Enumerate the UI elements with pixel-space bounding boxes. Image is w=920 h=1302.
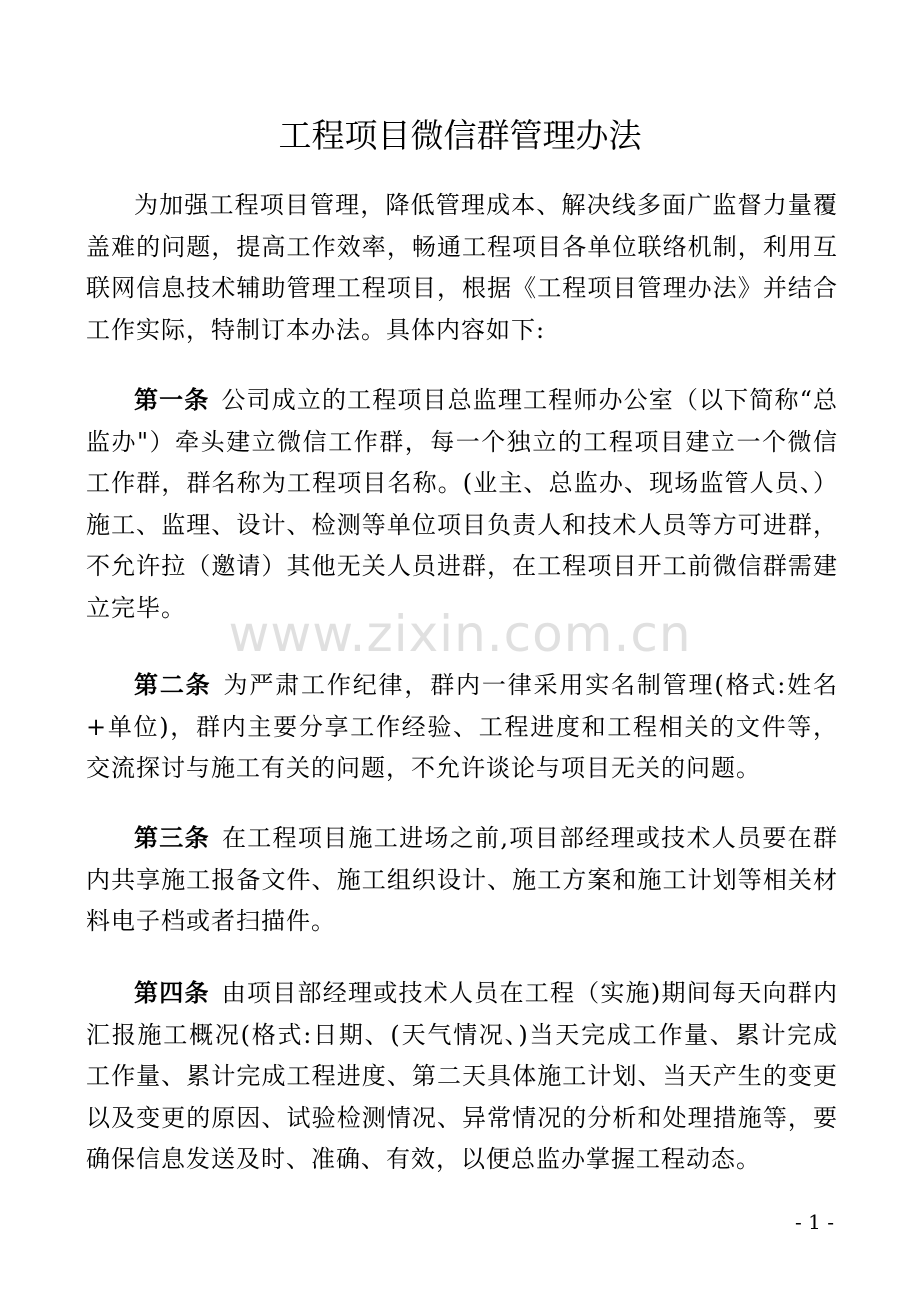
article-2-text: 为严肃工作纪律，群内一律采用实名制管理(格式:姓名+单位)，群内主要分享工作经验、工程进度和工程相关的文件等，交流探讨与施工有关的问题，不允许谈论与项目无关的问题。 bbox=[86, 671, 839, 782]
article-2-label: 第二条 bbox=[134, 671, 212, 699]
article-3-text: 在工程项目施工进场之前,项目部经理或技术人员要在群内共享施工报备文件、施工组织设计、施工方案和施工计划等相关材料电子档或者扫描件。 bbox=[86, 824, 838, 935]
article-2 bbox=[86, 665, 838, 790]
article-4-text: 由项目部经理或技术人员在工程（实施)期间每天向群内汇报施工概况(格式:日期、(天气情况、)当天完成工作量、累计完成工作量、累计完成工程进度、第二天具体施工计划、当天产生的变更以及变更的原因、试验检测情况、异常情况的分析和处理措施等，要确保信息发送及时、准确、有效，以便总监办掌握工程动态。 bbox=[86, 979, 839, 1173]
article-1 bbox=[86, 380, 838, 629]
article-3-label: 第三条 bbox=[134, 824, 210, 852]
document-title: 工程项目微信群管理办法 bbox=[278, 116, 642, 155]
watermark: www.zixin.com.cn bbox=[228, 605, 692, 663]
article-4 bbox=[86, 973, 838, 1181]
intro-paragraph: 为加强工程项目管理，降低管理成本、解决线多面广监督力量覆盖难的问题，提高工作效率，畅通工程项目各单位联络机制，利用互联网信息技术辅助管理工程项目，根据《工程项目管理办法》并结合工作实际，特制订本办法。具体内容如下: bbox=[86, 191, 838, 344]
article-1-label: 第一条 bbox=[134, 386, 210, 414]
article-3 bbox=[86, 818, 838, 943]
article-4-label: 第四条 bbox=[134, 979, 210, 1007]
article-1-text: 公司成立的工程项目总监理工程师办公室（以下简称“总监办"）牵头建立微信工作群，每一个独立的工程项目建立一个微信工作群，群名称为工程项目名称。(业主、总监办、现场监管人员、）施工、监理、设计、检测等单位项目负责人和技术人员等方可进群，不允许拉（邀请）其他无关人员进群，在工程项目开工前微信群需建立完毕。 bbox=[86, 386, 838, 622]
page-number: - 1 - bbox=[795, 1210, 834, 1234]
